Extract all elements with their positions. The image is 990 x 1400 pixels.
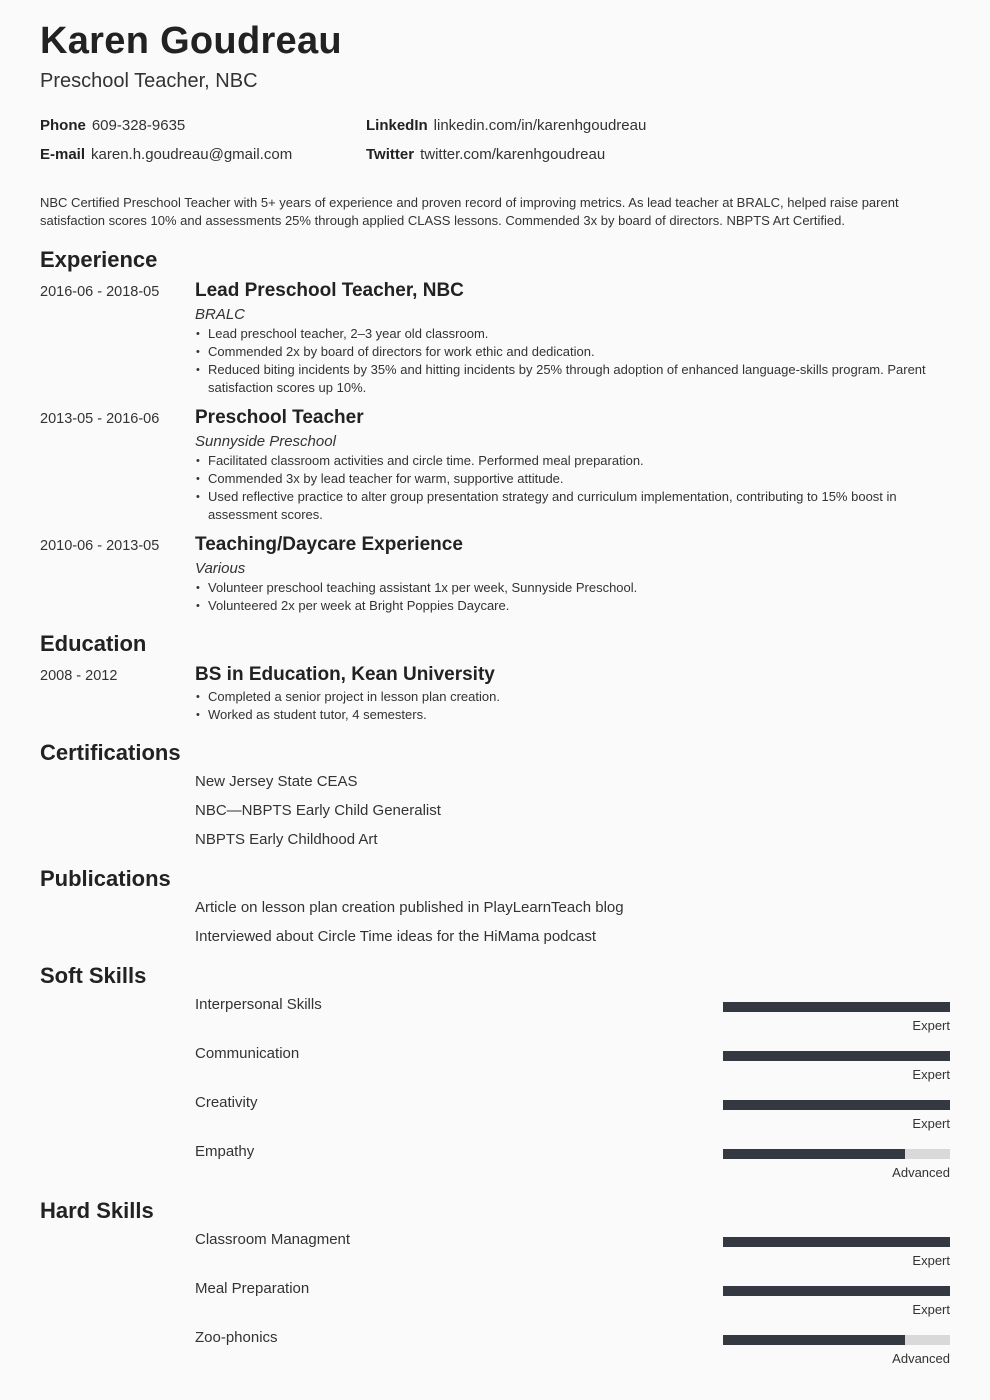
skill-name: Classroom Managment <box>195 1231 351 1248</box>
job-title: Preschool Teacher <box>195 407 364 428</box>
skill-bar-fill <box>723 1237 950 1247</box>
skill-bar <box>723 1149 950 1159</box>
skill-level: Expert <box>912 1116 950 1131</box>
job-title: Teaching/Daycare Experience <box>195 534 463 555</box>
certifications-heading: Certifications <box>40 740 181 765</box>
job-bullets <box>195 325 935 397</box>
certification-item: NBPTS Early Childhood Art <box>195 831 378 848</box>
contact-twitter <box>366 146 605 163</box>
skill-bar <box>723 1002 950 1012</box>
skill-bar-fill <box>723 1100 950 1110</box>
education-degree: BS in Education, Kean University <box>195 664 495 685</box>
skill-level: Expert <box>912 1018 950 1033</box>
skill-level: Advanced <box>892 1165 950 1180</box>
job-company: BRALC <box>195 306 246 323</box>
job-bullets <box>195 452 935 524</box>
skill-bar <box>723 1100 950 1110</box>
skill-bar-fill <box>723 1051 950 1061</box>
skill-bar <box>723 1335 950 1345</box>
linkedin-label: LinkedIn <box>366 117 428 134</box>
skill-name: Creativity <box>195 1094 258 1111</box>
job-dates: 2013-05 - 2016-06 <box>40 411 160 427</box>
list-item: • Commended 3x by lead teacher for warm, supportive attitude. <box>195 470 935 488</box>
experience-heading: Experience <box>40 247 158 272</box>
list-item: • Facilitated classroom activities and circle time. Performed meal preparation. <box>195 452 935 470</box>
list-item: • Lead preschool teacher, 2–3 year old classroom. <box>195 325 935 343</box>
job-dates: 2010-06 - 2013-05 <box>40 538 160 554</box>
education-heading: Education <box>40 631 147 656</box>
publication-item: Article on lesson plan creation published in PlayLearnTeach blog <box>195 899 624 916</box>
job-dates: 2016-06 - 2018-05 <box>40 284 160 300</box>
contact-linkedin <box>366 117 646 134</box>
skill-name: Interpersonal Skills <box>195 996 322 1013</box>
skill-bar <box>723 1237 950 1247</box>
certification-item: NBC—NBPTS Early Child Generalist <box>195 802 441 819</box>
skill-level: Expert <box>912 1067 950 1082</box>
list-item: • Reduced biting incidents by 35% and hitting incidents by 25% through adoption of enhanced language-skills program. Parent satisfaction scores up 10%. <box>195 361 935 397</box>
education-bullets <box>195 688 935 724</box>
skill-bar <box>723 1051 950 1061</box>
job-bullets <box>195 579 935 615</box>
skill-level: Expert <box>912 1253 950 1268</box>
skill-bar-fill <box>723 1149 905 1159</box>
list-item: • Worked as student tutor, 4 semesters. <box>195 706 935 724</box>
list-item: • Used reflective practice to alter group presentation strategy and curriculum implementation, contributing to 15% boost in assessment scores. <box>195 488 935 524</box>
skill-bar-fill <box>723 1286 950 1296</box>
skill-name: Meal Preparation <box>195 1280 310 1297</box>
job-company: Various <box>195 560 246 577</box>
email-value[interactable]: karen.h.goudreau@gmail.com <box>91 146 293 163</box>
email-label: E-mail <box>40 146 86 163</box>
skill-name: Communication <box>195 1045 300 1062</box>
soft-skills-heading: Soft Skills <box>40 963 147 988</box>
skill-bar <box>723 1286 950 1296</box>
phone-label: Phone <box>40 117 86 134</box>
candidate-title: Preschool Teacher, NBC <box>40 70 258 92</box>
phone-value[interactable]: 609-328-9635 <box>91 117 186 134</box>
job-title: Lead Preschool Teacher, NBC <box>195 280 464 301</box>
job-company: Sunnyside Preschool <box>195 433 336 450</box>
candidate-name: Karen Goudreau <box>40 20 342 62</box>
skill-bar-fill <box>723 1335 905 1345</box>
hard-skills-heading: Hard Skills <box>40 1198 154 1223</box>
summary: NBC Certified Preschool Teacher with 5+ years of experience and proven record of improving metrics. As lead teacher at BRALC, helped raise parent satisfaction scores 10% and assessments 25% through applied CLASS lessons. Commended 3x by board of directors. NBPTS Art Certified. <box>40 195 899 228</box>
skill-level: Expert <box>912 1302 950 1317</box>
list-item: • Completed a senior project in lesson plan creation. <box>195 688 935 706</box>
skill-bar-fill <box>723 1002 950 1012</box>
skill-name: Zoo-phonics <box>195 1329 278 1346</box>
list-item: • Volunteer preschool teaching assistant 1x per week, Sunnyside Preschool. <box>195 579 935 597</box>
list-item: • Volunteered 2x per week at Bright Poppies Daycare. <box>195 597 935 615</box>
publications-heading: Publications <box>40 866 171 891</box>
list-item: • Commended 2x by board of directors for work ethic and dedication. <box>195 343 935 361</box>
skill-level: Advanced <box>892 1351 950 1366</box>
twitter-value[interactable]: twitter.com/karenhgoudreau <box>420 146 606 163</box>
skill-name: Empathy <box>195 1143 255 1160</box>
publication-item: Interviewed about Circle Time ideas for the HiMama podcast <box>195 928 597 945</box>
twitter-label: Twitter <box>366 146 415 163</box>
linkedin-value[interactable]: linkedin.com/in/karenhgoudreau <box>433 117 647 134</box>
certification-item: New Jersey State CEAS <box>195 773 358 790</box>
education-dates: 2008 - 2012 <box>40 668 118 684</box>
contact-email <box>40 146 292 163</box>
contact-phone <box>40 117 185 134</box>
